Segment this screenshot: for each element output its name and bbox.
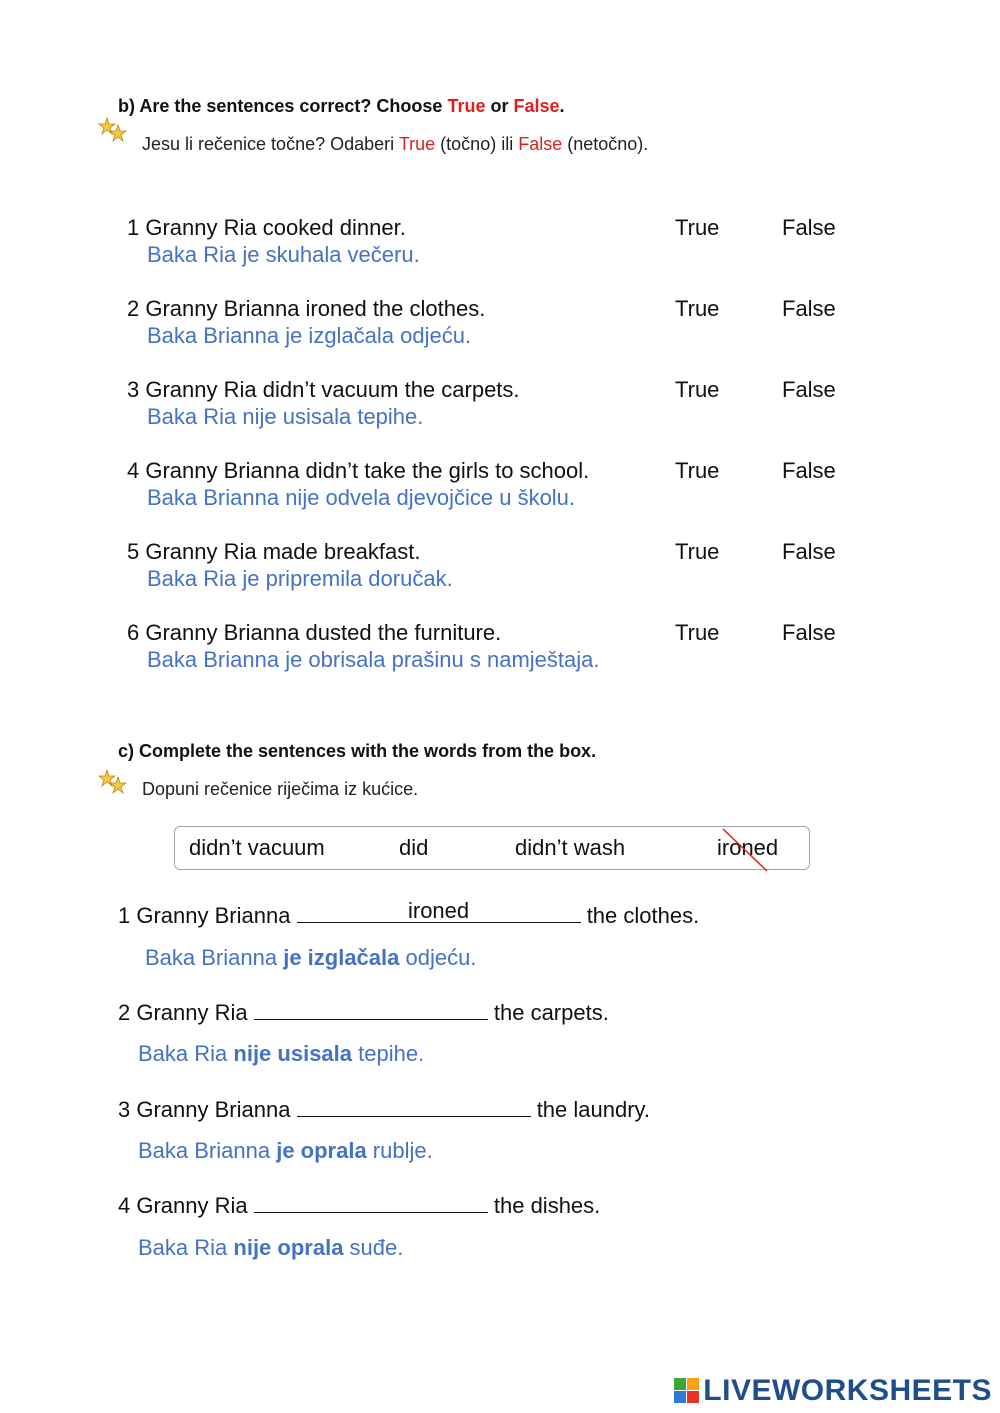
fill-translation-4: Baka Ria nije oprala suđe. <box>138 1235 404 1260</box>
tf-statement-5: 5 Granny Ria made breakfast. <box>127 539 421 564</box>
section-c-subinstruction: Dopuni rečenice riječima iz kućice. <box>142 779 419 799</box>
fill-sentence-1: 1 Granny Brianna ironed the clothes. <box>118 898 700 928</box>
tf-false-option-3[interactable]: False <box>782 377 836 402</box>
tf-false-option-2[interactable]: False <box>782 296 836 321</box>
fill-sentence-3: 3 Granny Brianna the laundry. <box>118 1097 651 1122</box>
tf-false-option-1[interactable]: False <box>782 215 836 240</box>
tf-statement-2: 2 Granny Brianna ironed the clothes. <box>127 296 486 321</box>
crossed-out-mark <box>719 827 771 873</box>
tf-true-option-3[interactable]: True <box>675 377 720 402</box>
word-did[interactable]: did <box>399 835 429 860</box>
section-c-instruction: c) Complete the sentences with the words from the box. <box>118 741 597 761</box>
tf-statement-4: 4 Granny Brianna didn’t take the girls to school. <box>127 458 590 483</box>
fill-blank-4[interactable] <box>254 1192 488 1213</box>
fill-translation-3: Baka Brianna je oprala rublje. <box>138 1138 433 1163</box>
tf-translation-6: Baka Brianna je obrisala prašinu s namještaja. <box>147 647 600 672</box>
fill-translation-1: Baka Brianna je izglačala odjeću. <box>145 945 477 970</box>
fill-blank-3[interactable] <box>297 1096 531 1117</box>
tf-statement-3: 3 Granny Ria didn’t vacuum the carpets. <box>127 377 520 402</box>
tf-true-option-4[interactable]: True <box>675 458 720 483</box>
tf-translation-5: Baka Ria je pripremila doručak. <box>147 566 453 591</box>
tf-translation-2: Baka Brianna je izglačala odjeću. <box>147 323 472 348</box>
tf-false-option-5[interactable]: False <box>782 539 836 564</box>
word-didnt-wash[interactable]: didn’t wash <box>515 835 626 860</box>
tf-true-option-1[interactable]: True <box>675 215 720 240</box>
tf-translation-4: Baka Brianna nije odvela djevojčice u školu. <box>147 485 576 510</box>
section-b-subinstruction: Jesu li rečenice točne? Odaberi True (točno) ili False (netočno). <box>142 134 649 154</box>
tf-translation-1: Baka Ria je skuhala večeru. <box>147 242 420 267</box>
fill-blank-2[interactable] <box>254 999 488 1020</box>
word-box <box>174 826 810 870</box>
liveworksheets-logo: LIVEWORKSHEETS <box>674 1374 992 1408</box>
tf-true-option-6[interactable]: True <box>675 620 720 645</box>
fill-translation-2: Baka Ria nije usisala tepihe. <box>138 1041 425 1066</box>
fill-sentence-4: 4 Granny Ria the dishes. <box>118 1193 601 1218</box>
tf-translation-3: Baka Ria nije usisala tepihe. <box>147 404 424 429</box>
tf-true-option-5[interactable]: True <box>675 539 720 564</box>
tf-statement-1: 1 Granny Ria cooked dinner. <box>127 215 406 240</box>
fill-sentence-2: 2 Granny Ria the carpets. <box>118 1000 609 1025</box>
tf-true-option-2[interactable]: True <box>675 296 720 321</box>
tf-statement-6: 6 Granny Brianna dusted the furniture. <box>127 620 502 645</box>
tf-false-option-6[interactable]: False <box>782 620 836 645</box>
stars-icon <box>98 768 128 798</box>
word-ironed[interactable]: ironed <box>717 835 779 860</box>
tf-false-option-4[interactable]: False <box>782 458 836 483</box>
word-didnt-vacuum[interactable]: didn’t vacuum <box>189 835 325 860</box>
logo-blocks-icon <box>674 1378 700 1404</box>
section-b-instruction: b) Are the sentences correct? Choose True or False. <box>118 96 565 116</box>
stars-icon <box>98 116 128 146</box>
fill-blank-1[interactable]: ironed <box>297 902 581 923</box>
